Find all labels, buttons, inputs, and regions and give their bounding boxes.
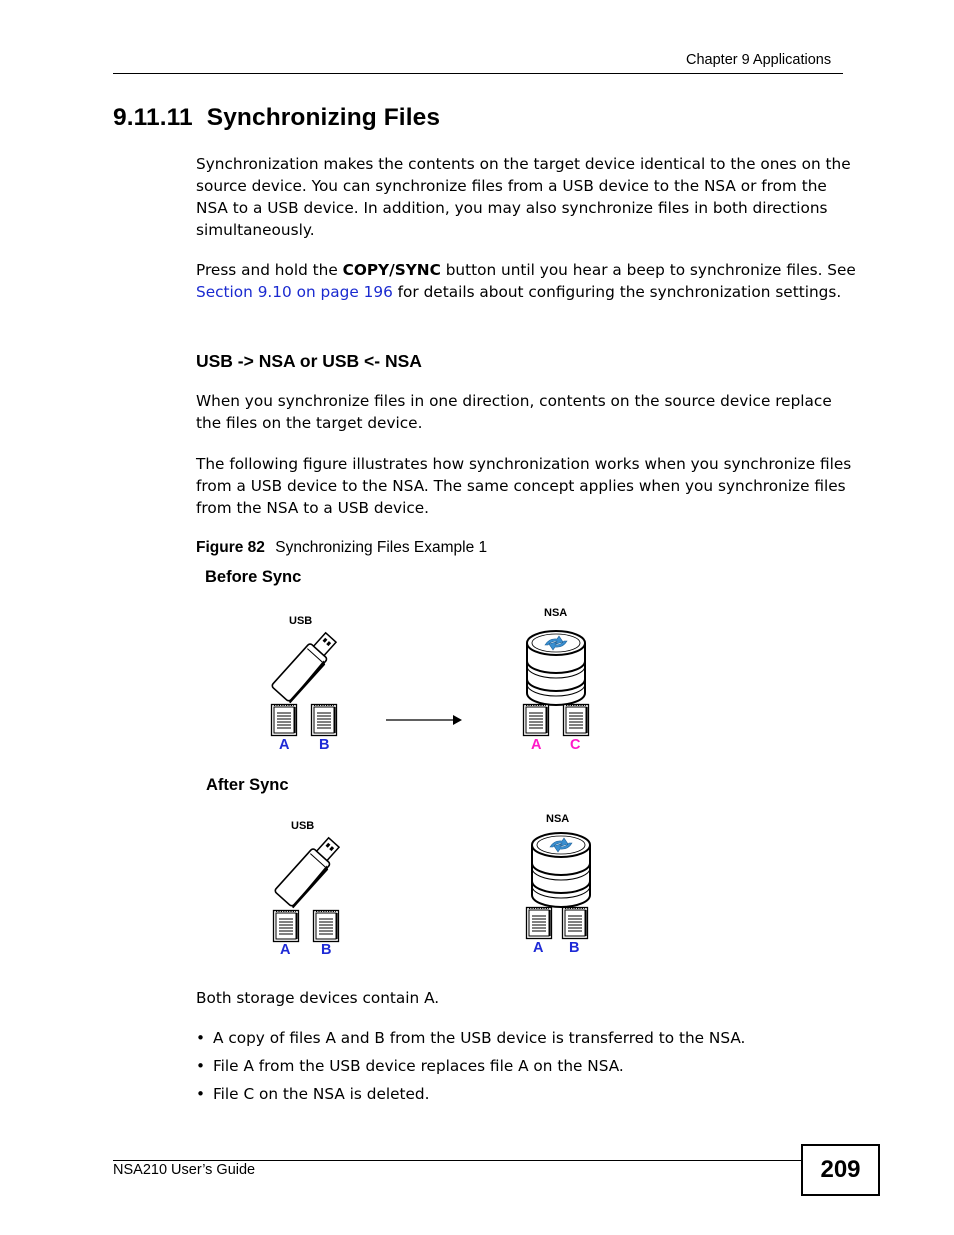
footer-rule <box>113 1160 801 1161</box>
file-document-icon <box>311 704 338 737</box>
page-number: 209 <box>801 1144 880 1196</box>
nsa-storage-icon <box>525 627 587 707</box>
file-document-icon <box>273 910 300 943</box>
before-nsa-file-a: A <box>531 737 542 753</box>
after-usb-file-a: A <box>280 942 291 958</box>
header-rule <box>113 73 843 74</box>
footer-guide-title: NSA210 User’s Guide <box>113 1162 256 1178</box>
intro-paragraph-1: Synchronization makes the contents on the target device identical to the ones on the source device. You can synchronize files from a USB device to the NSA or from the NSA to a USB device. In addition, you may also synchronize files in both directions simultaneously. <box>196 155 851 239</box>
list-item: • File A from the USB device replaces file A on the NSA. <box>196 1057 624 1075</box>
after-nsa-file-b: B <box>569 940 580 956</box>
list-item: • A copy of files A and B from the USB device is transferred to the NSA. <box>196 1029 746 1047</box>
section-number: 9.11.11 <box>113 104 193 131</box>
subsection-heading: USB -> NSA or USB <- NSA <box>196 351 422 371</box>
intro-paragraph-2 <box>196 259 856 303</box>
before-nsa-label: NSA <box>544 607 568 619</box>
usb-drive-icon <box>272 638 342 700</box>
intro-p2-text-b: button until you hear a beep to synchronize files. See <box>440 261 856 279</box>
figure-caption-text: Synchronizing Files Example 1 <box>275 539 488 556</box>
bullet-list <box>196 1027 745 1111</box>
summary-paragraph: Both storage devices contain A. <box>196 989 440 1007</box>
after-nsa-file-a: A <box>533 940 544 956</box>
subsection-paragraph-1: When you synchronize files in one direction, contents on the source device replace the files on the target device. <box>196 392 832 432</box>
after-nsa-label: NSA <box>546 813 570 825</box>
subsection-paragraph-2: The following figure illustrates how synchronization works when you synchronize files from a USB device to the NSA. The same concept applies when you synchronize files from the NSA to a USB device. <box>196 455 852 517</box>
before-usb-file-b: B <box>319 737 330 753</box>
copy-sync-button-name: COPY/SYNC <box>342 261 441 279</box>
nsa-storage-icon <box>530 829 592 909</box>
after-usb-file-b: B <box>321 942 332 958</box>
file-document-icon <box>313 910 340 943</box>
file-document-icon <box>526 907 553 940</box>
section-heading <box>113 104 440 132</box>
sync-direction-arrow-icon <box>385 713 465 727</box>
file-document-icon <box>523 704 550 737</box>
figure-number: Figure 82 <box>196 539 265 556</box>
file-document-icon <box>271 704 298 737</box>
intro-p2-text-c: for details about configuring the synchronization settings. <box>392 283 842 301</box>
list-item: • File C on the NSA is deleted. <box>196 1085 430 1103</box>
running-header: Chapter 9 Applications <box>686 52 832 68</box>
after-usb-label: USB <box>291 820 315 832</box>
before-usb-file-a: A <box>279 737 290 753</box>
usb-drive-icon <box>275 843 345 905</box>
section-link[interactable]: Section 9.10 on page 196 <box>196 283 393 301</box>
before-usb-label: USB <box>289 615 313 627</box>
file-document-icon <box>563 704 590 737</box>
intro-p2-text-a: Press and hold the <box>196 261 343 279</box>
before-nsa-file-c: C <box>570 737 581 753</box>
figure-caption <box>196 539 487 557</box>
after-sync-label: After Sync <box>206 776 289 794</box>
section-title: Synchronizing Files <box>206 104 441 131</box>
file-document-icon <box>562 907 589 940</box>
before-sync-label: Before Sync <box>205 568 302 586</box>
